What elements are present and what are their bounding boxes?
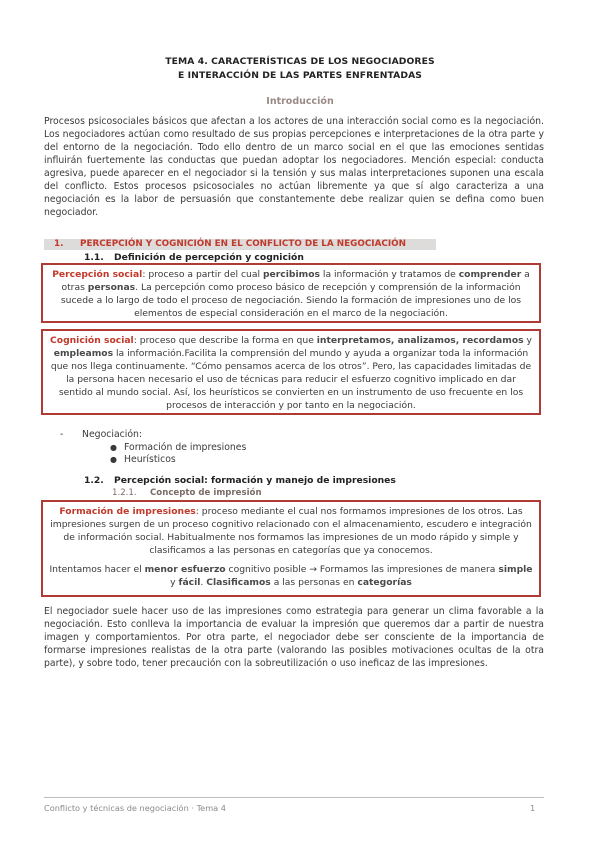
document-title-line2: E INTERACCIÓN DE LAS PARTES ENFRENTADAS bbox=[177, 70, 422, 81]
intro-paragraph: Procesos psicosociales básicos que afectan a los actores de una interacción social como es la negociación. Los negociadores actúan como resultado de sus propias percepciones e interpretaciones de la otra parte y del entorno de la negociación. Todo ello dentro de un marco social en el que las emociones sentidas influirán fuertemente las conductas que puedan adoptar los negociadores. Mención especial: conducta agresiva, puede aparecer en el negociador si la tensión y sus malas interpretaciones suponen una escala del conflicto. Estos procesos psicosociales no actúan libremente ya que sí algo caracteriza a una negociación es la labor de persuasión que constantemente debe realizar quien se defina como buen negociador. bbox=[44, 116, 544, 218]
list-item bbox=[60, 454, 246, 467]
subsection-1-2-heading bbox=[84, 475, 396, 486]
keyword: empleamos bbox=[53, 348, 114, 359]
box-text: cognitivo posible → Formamos las impresiones de manera bbox=[225, 564, 499, 575]
negociacion-list bbox=[60, 429, 246, 467]
keyword: fácil bbox=[178, 577, 201, 588]
cognicion-social-term: Cognición social bbox=[50, 335, 134, 346]
subsection-1-2-number: 1.2. bbox=[84, 475, 104, 486]
cognicion-social-box bbox=[41, 329, 541, 415]
section-1-title: PERCEPCIÓN Y COGNICIÓN EN EL CONFLICTO DE LA NEGOCIACIÓN bbox=[80, 239, 406, 249]
box-text: a otras bbox=[61, 269, 530, 293]
closing-paragraph: El negociador suele hacer uso de las impresiones como estrategia para generar un clima favorable a la negociación. Esto conlleva la importancia de evaluar la impresión que queremos dar a partir de nuestra imagen y comportamientos. Por otra parte, el negociador debe ser consciente de la importancia de formarse impresiones realistas de la otra parte (valorando las posibles motivaciones ocultas de la otra parte), y sobre todo, tener precaución con la sobreutilización o uso ineficaz de las impresiones. bbox=[44, 606, 544, 669]
percepcion-social-box bbox=[41, 263, 541, 323]
footer-text: Conflicto y técnicas de negociación · Tema 4 bbox=[44, 803, 227, 813]
subsection-1-1-heading bbox=[84, 252, 304, 263]
keyword: personas bbox=[87, 282, 136, 293]
keyword: percibimos bbox=[262, 269, 320, 280]
subsection-1-1-number: 1.1. bbox=[84, 252, 104, 263]
box-text: a las personas en bbox=[270, 577, 358, 588]
section-1-number: 1. bbox=[54, 239, 64, 249]
list-label: Negociación: bbox=[82, 429, 143, 440]
section-1-heading bbox=[44, 239, 436, 250]
box-paragraph bbox=[49, 563, 533, 589]
list-item-text: Formación de impresiones bbox=[124, 441, 247, 453]
document-title-line1: TEMA 4. CARACTERÍSTICAS DE LOS NEGOCIADORES bbox=[165, 56, 435, 67]
footer-divider bbox=[44, 797, 544, 798]
box-text: Intentamos hacer el bbox=[49, 564, 145, 575]
keyword: comprender bbox=[458, 269, 522, 280]
box-text: la información y tratamos de bbox=[319, 269, 459, 280]
page-number: 1 bbox=[530, 803, 536, 813]
subsection-1-2-1-heading bbox=[112, 488, 262, 498]
box-text: : proceso a partir del cual bbox=[142, 269, 263, 280]
percepcion-social-term: Percepción social bbox=[52, 269, 143, 280]
list-item bbox=[60, 442, 246, 455]
list-item-text: Heurísticos bbox=[124, 454, 176, 465]
intro-heading: Introducción bbox=[266, 96, 334, 107]
bullet-icon: ● bbox=[110, 455, 117, 464]
box-text: y bbox=[170, 577, 179, 588]
bullet-icon: ● bbox=[110, 442, 117, 452]
dash-marker: - bbox=[60, 429, 64, 440]
box-paragraph bbox=[49, 505, 533, 557]
keyword: interpretamos, analizamos, recordamos bbox=[316, 335, 524, 346]
subsection-1-2-1-title: Concepto de impresión bbox=[150, 488, 262, 498]
keyword: simple bbox=[498, 564, 533, 575]
box-text: . La percepción como proceso básico de recepción y comprensión de la información sucede a lo largo de todo el proceso de negociación. Siendo la formación de impresiones uno de los elementos de especial consideración en el marco de la negociación. bbox=[60, 282, 522, 319]
subsection-1-1-title: Definición de percepción y cognición bbox=[114, 252, 304, 263]
box-text: : proceso mediante el cual nos formamos impresiones de los otros. Las impresiones surgen de un proceso cognitivo relacionado con el almacenamiento, escudero e integración de información social. Habitualmente nos formamos las impresiones de un modo rápido y simple y clasificamos a las personas en categorías que ya conocemos. bbox=[50, 506, 532, 556]
list-heading bbox=[60, 429, 246, 442]
subsection-1-2-title: Percepción social: formación y manejo de impresiones bbox=[114, 475, 396, 486]
box-text: y bbox=[523, 335, 532, 346]
box-text: : proceso que describe la forma en que bbox=[133, 335, 317, 346]
box-text: . bbox=[200, 577, 207, 588]
formacion-impresiones-box bbox=[41, 500, 541, 597]
subsection-1-2-1-number: 1.2.1. bbox=[112, 488, 137, 498]
box-text: la información.Facilita la comprensión del mundo y ayuda a organizar toda la información que nos llega continuamente. “Cómo pensamos acerca de los otros”. Pero, las capacidades limitadas de la persona hacen necesario el uso de técnicas para reducir el esfuerzo cognitivo implicado en dar sentido al mundo social. Así, los heurísticos se convierten en un instrumento de uso frecuente en los procesos de interacción y por tanto en la negociación. bbox=[50, 348, 532, 411]
formacion-impresiones-term: Formación de impresiones bbox=[59, 506, 196, 517]
keyword: Clasificamos bbox=[206, 577, 271, 588]
keyword: categorías bbox=[357, 577, 412, 588]
keyword: menor esfuerzo bbox=[144, 564, 226, 575]
